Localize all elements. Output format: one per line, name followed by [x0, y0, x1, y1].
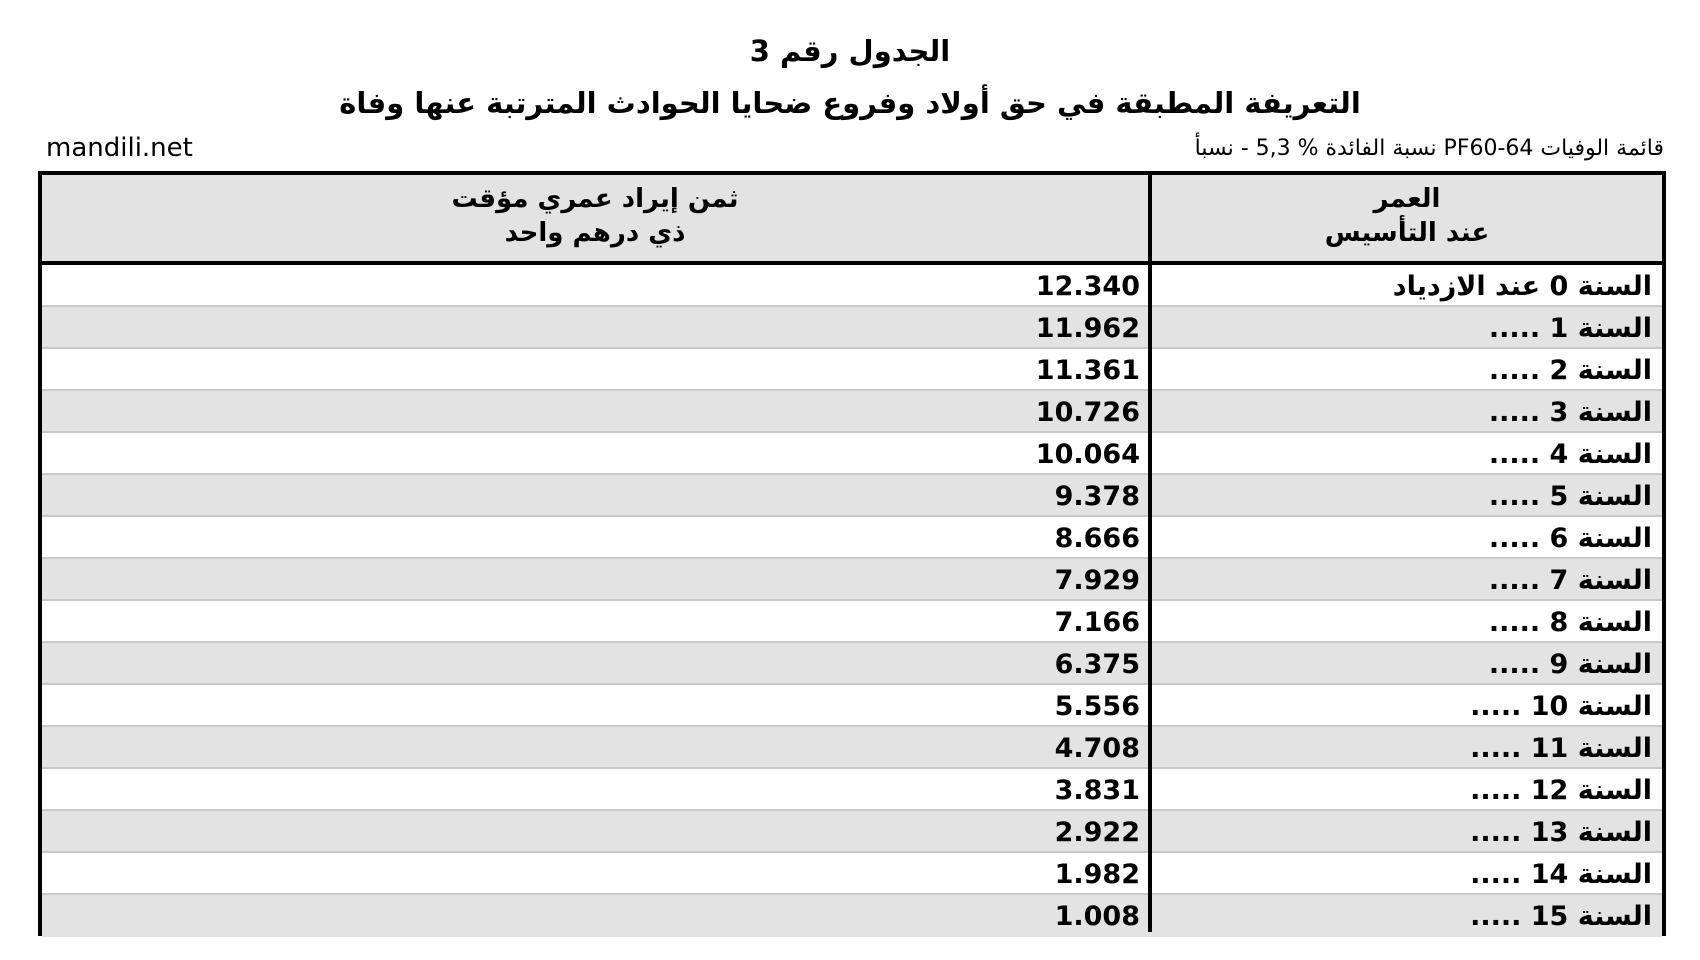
value-cell: 7.929: [1054, 565, 1140, 596]
tariff-table: [38, 171, 1666, 936]
value-cell: 11.361: [1035, 355, 1140, 386]
age-cell: السنة 14 .....: [1470, 859, 1652, 890]
age-cell: السنة 2 .....: [1488, 355, 1652, 386]
table-row: [42, 769, 1662, 811]
table-number-title: الجدول رقم 3: [749, 34, 951, 68]
age-cell: السنة 6 .....: [1488, 523, 1652, 554]
table-row: [42, 559, 1662, 601]
value-cell: 4.708: [1054, 733, 1140, 764]
age-cell: السنة 12 .....: [1470, 775, 1652, 806]
value-cell: 11.962: [1035, 313, 1140, 344]
value-cell: 5.556: [1054, 691, 1140, 722]
mortality-table-note: قائمة الوفيات PF60-64 نسبة الفائدة % 5,3 - نسبأ: [1194, 136, 1664, 161]
age-cell: السنة 7 .....: [1488, 565, 1652, 596]
value-cell: 10.064: [1035, 439, 1140, 470]
value-cell: 9.378: [1054, 481, 1140, 512]
age-header-line-1: العمر: [1373, 184, 1441, 214]
table-row: [42, 727, 1662, 769]
age-cell: السنة 8 .....: [1488, 607, 1652, 638]
age-cell: السنة 9 .....: [1488, 649, 1652, 680]
table-row: [42, 391, 1662, 433]
table-row: [42, 475, 1662, 517]
value-cell: 3.831: [1054, 775, 1140, 806]
age-cell: السنة 15 .....: [1470, 901, 1652, 932]
table-body: [42, 265, 1662, 937]
table-row: [42, 307, 1662, 349]
age-cell: السنة 4 .....: [1488, 439, 1652, 470]
age-cell: السنة 11 .....: [1470, 733, 1652, 764]
value-header-line-2: ذي درهم واحد: [504, 218, 686, 248]
age-cell: السنة 13 .....: [1470, 817, 1652, 848]
value-cell: 7.166: [1054, 607, 1140, 638]
table-row: [42, 433, 1662, 475]
table-row: [42, 685, 1662, 727]
value-cell: 12.340: [1035, 271, 1140, 302]
table-row: [42, 643, 1662, 685]
value-cell: 10.726: [1035, 397, 1140, 428]
value-cell: 2.922: [1054, 817, 1140, 848]
value-cell: 1.982: [1054, 859, 1140, 890]
value-cell: 8.666: [1054, 523, 1140, 554]
table-row: [42, 517, 1662, 559]
website-label: mandili.net: [46, 133, 193, 163]
table-row: [42, 811, 1662, 853]
age-column-header: [1152, 175, 1662, 261]
table-subtitle: التعريفة المطبقة في حق أولاد وفروع ضحايا الحوادث المترتبة عنها وفاة: [339, 86, 1361, 120]
age-cell: السنة 5 .....: [1488, 481, 1652, 512]
age-cell: السنة 3 .....: [1488, 397, 1652, 428]
age-header-line-2: عند التأسيس: [1324, 218, 1490, 248]
value-header-line-1: ثمن إيراد عمري مؤقت: [451, 184, 739, 214]
table-row: [42, 853, 1662, 895]
table-row: [42, 349, 1662, 391]
age-cell: السنة 10 .....: [1470, 691, 1652, 722]
table-row: [42, 601, 1662, 643]
table-row: [42, 895, 1662, 937]
value-column-header: [42, 175, 1148, 261]
age-cell: السنة 0 عند الازدياد: [1392, 271, 1652, 302]
column-divider: [1148, 175, 1152, 932]
value-cell: 6.375: [1054, 649, 1140, 680]
age-cell: السنة 1 .....: [1488, 313, 1652, 344]
table-header-row: [42, 175, 1662, 265]
value-cell: 1.008: [1054, 901, 1140, 932]
table-row: [42, 265, 1662, 307]
